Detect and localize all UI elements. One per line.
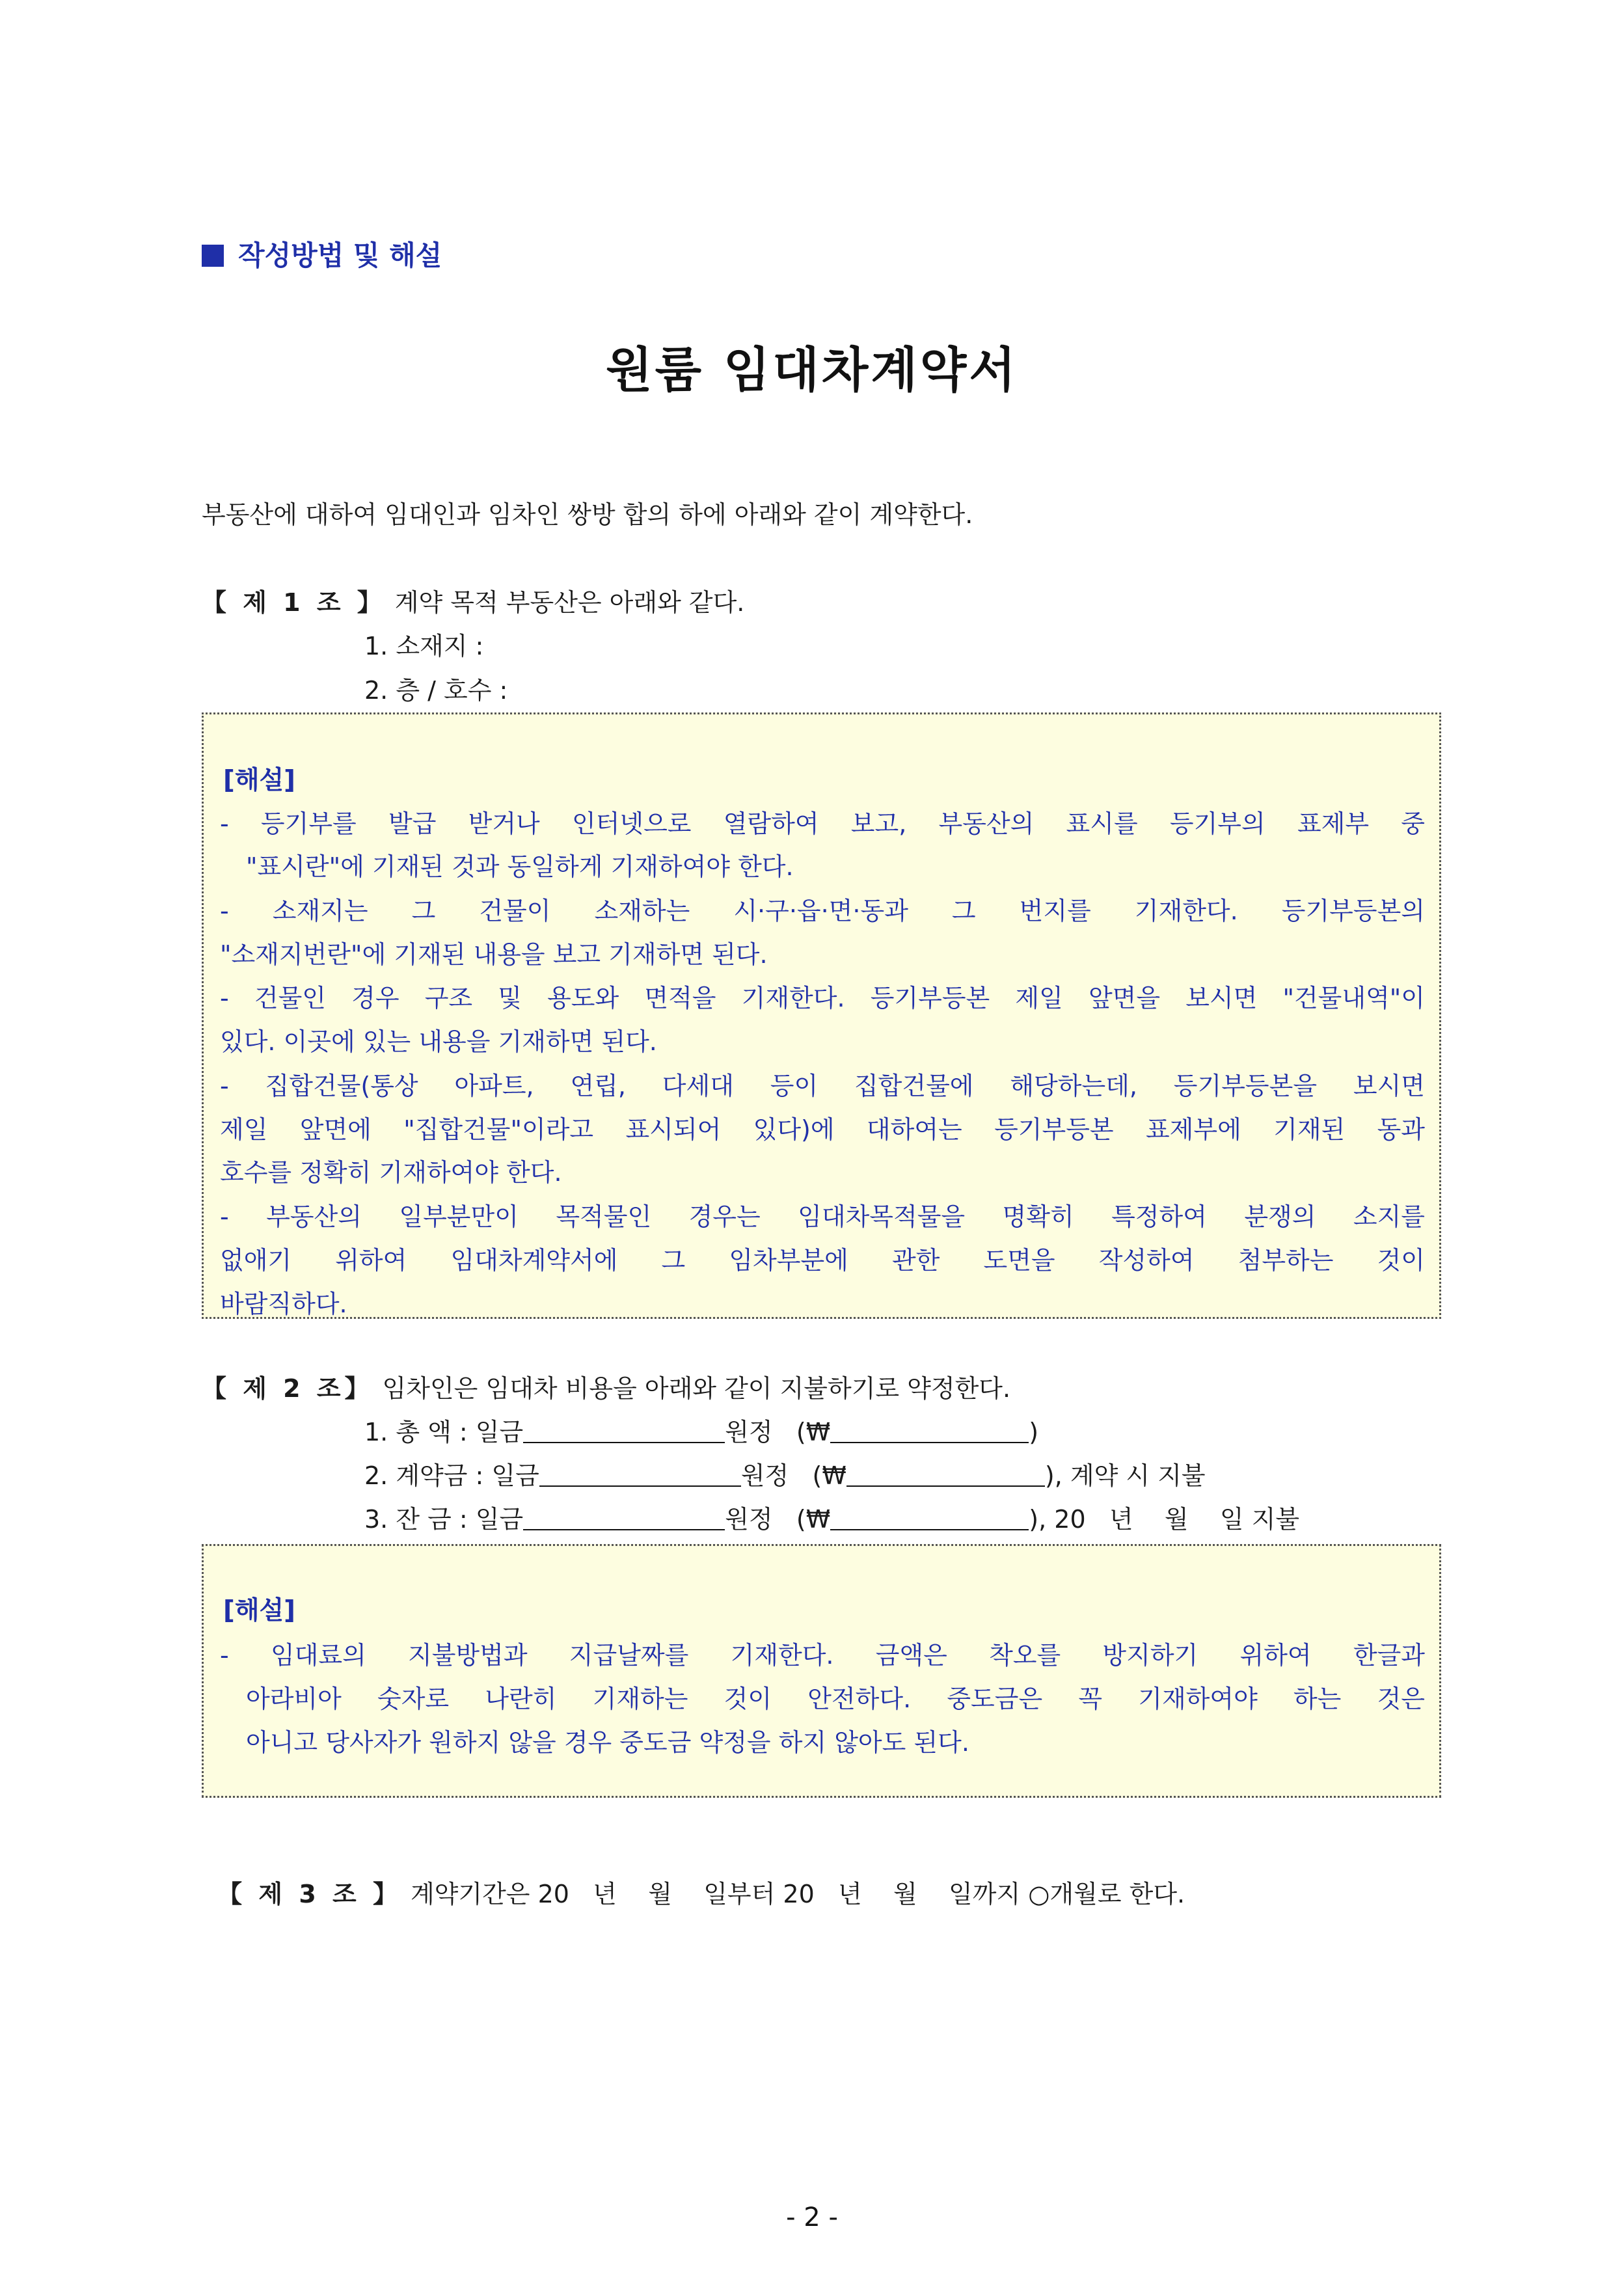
page-number: - 2 - — [786, 2203, 838, 2232]
article-2 — [202, 1368, 1010, 1404]
won-symbol: (₩ — [796, 1505, 831, 1534]
note-box-2 — [202, 1544, 1441, 1798]
intro-text: 부동산에 대하여 임대인과 임차인 쌍방 합의 하에 아래와 같이 계약한다. — [202, 500, 973, 529]
payment-row-deposit — [364, 1456, 1206, 1491]
note-1-line: 있다. 이곳에 있는 내용을 기재하면 된다. — [220, 1027, 657, 1056]
note-1-line: - 부동산의 일부분만이 목적물인 경우는 임대차목적물을 명확히 특정하여 분쟁의 소지를 — [220, 1202, 1425, 1231]
amount-number-blank — [830, 1507, 1029, 1530]
article-1-label: 【 제 1 조 】 — [202, 588, 386, 617]
won-label: 원정 — [725, 1505, 773, 1534]
amount-number-blank — [846, 1463, 1045, 1487]
article-1-item-location: 1. 소재지 : — [364, 632, 484, 660]
note-1-line: - 등기부를 발급 받거나 인터넷으로 열람하여 보고, 부동산의 표시를 등기부의 표제부 중 — [220, 809, 1425, 838]
amount-korean-blank — [539, 1463, 741, 1487]
article-3-label: 【 제 3 조 】 — [217, 1880, 401, 1908]
payment-row-suffix: 20 년 월 일 지불 — [1054, 1505, 1300, 1534]
document-title: 원룸 임대차계약서 — [606, 342, 1018, 398]
payment-row-label: 2. 계약금 : 일금 — [364, 1461, 539, 1490]
note-1-line: "표시란"에 기재된 것과 동일하게 기재하여야 한다. — [246, 852, 794, 881]
payment-row-total — [364, 1412, 1038, 1448]
won-symbol: (₩ — [812, 1461, 846, 1490]
note-box-1 — [202, 712, 1441, 1319]
close-paren: ), — [1044, 1461, 1062, 1490]
note-2-line: 아니고 당사자가 원하지 않을 경우 중도금 약정을 하지 않아도 된다. — [246, 1728, 969, 1757]
won-symbol: (₩ — [796, 1418, 831, 1446]
note-1-line: 호수를 정확히 기재하여야 한다. — [220, 1158, 562, 1187]
note-1-line: 없애기 위하여 임대차계약서에 그 임차부분에 관한 도면을 작성하여 첨부하는 것이 — [220, 1246, 1425, 1275]
payment-row-label: 1. 총 액 : 일금 — [364, 1418, 524, 1446]
article-2-text: 임차인은 임대차 비용을 아래와 같이 지불하기로 약정한다. — [382, 1374, 1011, 1403]
won-label: 원정 — [740, 1461, 789, 1490]
payment-row-balance — [364, 1499, 1299, 1535]
close-paren: ), — [1029, 1505, 1047, 1534]
note-1-line: 바람직하다. — [220, 1290, 347, 1318]
article-1-item-floor: 2. 층 / 호수 : — [364, 676, 508, 705]
note-2-label: [해설] — [223, 1596, 295, 1625]
filled-square-icon — [202, 245, 224, 267]
won-label: 원정 — [725, 1418, 773, 1446]
note-1-line: "소재지번란"에 기재된 내용을 보고 기재하면 된다. — [220, 940, 768, 969]
note-1-label: [해설] — [223, 766, 295, 795]
section-heading — [202, 234, 442, 273]
note-1-line: 제일 앞면에 "집합건물"이라고 표시되어 있다)에 대하여는 등기부등본 표제부에 기재된 동과 — [220, 1115, 1425, 1144]
amount-number-blank — [830, 1420, 1029, 1443]
amount-korean-blank — [523, 1420, 725, 1443]
article-1-text: 계약 목적 부동산은 아래와 같다. — [394, 588, 745, 617]
note-1-line: - 건물인 경우 구조 및 용도와 면적을 기재한다. 등기부등본 제일 앞면을 보시면 "건물내역"이 — [220, 984, 1425, 1012]
note-2-line: - 임대료의 지불방법과 지급날짜를 기재한다. 금액은 착오를 방지하기 위하여 한글과 — [220, 1641, 1425, 1670]
payment-row-suffix: 계약 시 지불 — [1070, 1461, 1206, 1490]
note-1-line: - 소재지는 그 건물이 소재하는 시·구·읍·면·동과 그 번지를 기재한다. 등기부등본의 — [220, 897, 1425, 925]
note-1-line: - 집합건물(통상 아파트, 연립, 다세대 등이 집합건물에 해당하는데, 등기부등본을 보시면 — [220, 1072, 1425, 1100]
payment-row-label: 3. 잔 금 : 일금 — [364, 1505, 524, 1534]
article-3 — [202, 1845, 1185, 1910]
article-1 — [202, 582, 744, 618]
article-2-label: 【 제 2 조】 — [202, 1374, 373, 1403]
article-3-text: 계약기간은 20 년 월 일부터 20 년 월 일까지 ○개월로 한다. — [410, 1880, 1185, 1908]
close-paren: ) — [1029, 1418, 1039, 1446]
note-2-line: 아라비아 숫자로 나란히 기재하는 것이 안전하다. 중도금은 꼭 기재하여야 하는 것은 — [246, 1685, 1425, 1713]
section-heading-text: 작성방법 및 해설 — [238, 239, 442, 271]
amount-korean-blank — [523, 1507, 725, 1530]
